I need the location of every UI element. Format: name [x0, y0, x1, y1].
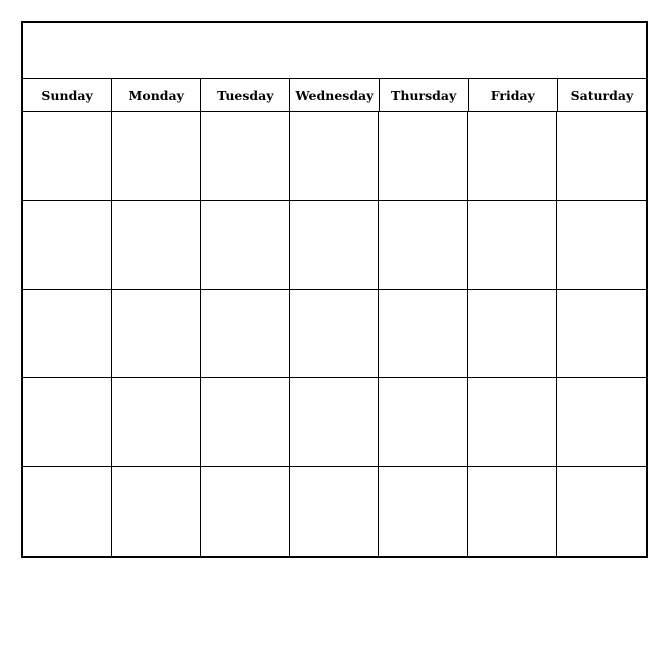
day-cell[interactable]	[290, 112, 379, 201]
day-cell[interactable]	[379, 290, 468, 379]
day-cell[interactable]	[468, 201, 557, 290]
day-cell[interactable]	[201, 201, 290, 290]
day-cell[interactable]	[23, 290, 112, 379]
day-cell[interactable]	[379, 378, 468, 467]
day-cell[interactable]	[290, 378, 379, 467]
day-cell[interactable]	[23, 378, 112, 467]
weekday-header-saturday: Saturday	[570, 87, 634, 103]
day-cell[interactable]	[557, 467, 646, 556]
day-cell[interactable]	[290, 467, 379, 556]
day-cell[interactable]	[379, 467, 468, 556]
day-cell[interactable]	[379, 112, 468, 201]
day-cell[interactable]	[468, 290, 557, 379]
day-cell[interactable]	[112, 290, 201, 379]
day-cell[interactable]	[201, 378, 290, 467]
day-cell[interactable]	[112, 378, 201, 467]
weekday-header-monday: Monday	[112, 79, 201, 111]
day-cell[interactable]	[468, 112, 557, 201]
day-cell[interactable]	[468, 378, 557, 467]
day-grid	[23, 112, 646, 556]
day-cell[interactable]	[112, 201, 201, 290]
day-cell[interactable]	[23, 467, 112, 556]
day-cell[interactable]	[379, 201, 468, 290]
day-cell[interactable]	[201, 467, 290, 556]
day-cell[interactable]	[468, 467, 557, 556]
day-cell[interactable]	[557, 201, 646, 290]
calendar	[21, 21, 648, 558]
day-cell[interactable]	[112, 467, 201, 556]
weekday-header-wednesday: Wednesday	[290, 79, 379, 111]
day-cell[interactable]	[201, 290, 290, 379]
day-cell[interactable]	[290, 290, 379, 379]
weekday-header-friday: Friday	[469, 79, 558, 111]
weekday-header-sunday: Sunday	[23, 79, 112, 111]
day-cell[interactable]	[112, 112, 201, 201]
day-cell[interactable]	[557, 290, 646, 379]
day-cell[interactable]	[290, 201, 379, 290]
day-cell[interactable]	[23, 112, 112, 201]
weekday-header-row	[23, 79, 646, 112]
day-cell[interactable]	[201, 112, 290, 201]
weekday-header-tuesday: Tuesday	[201, 79, 290, 111]
month-title-area[interactable]	[23, 23, 646, 79]
day-cell[interactable]	[23, 201, 112, 290]
day-cell[interactable]	[557, 378, 646, 467]
weekday-header-thursday: Thursday	[380, 79, 469, 111]
day-cell[interactable]	[557, 112, 646, 201]
